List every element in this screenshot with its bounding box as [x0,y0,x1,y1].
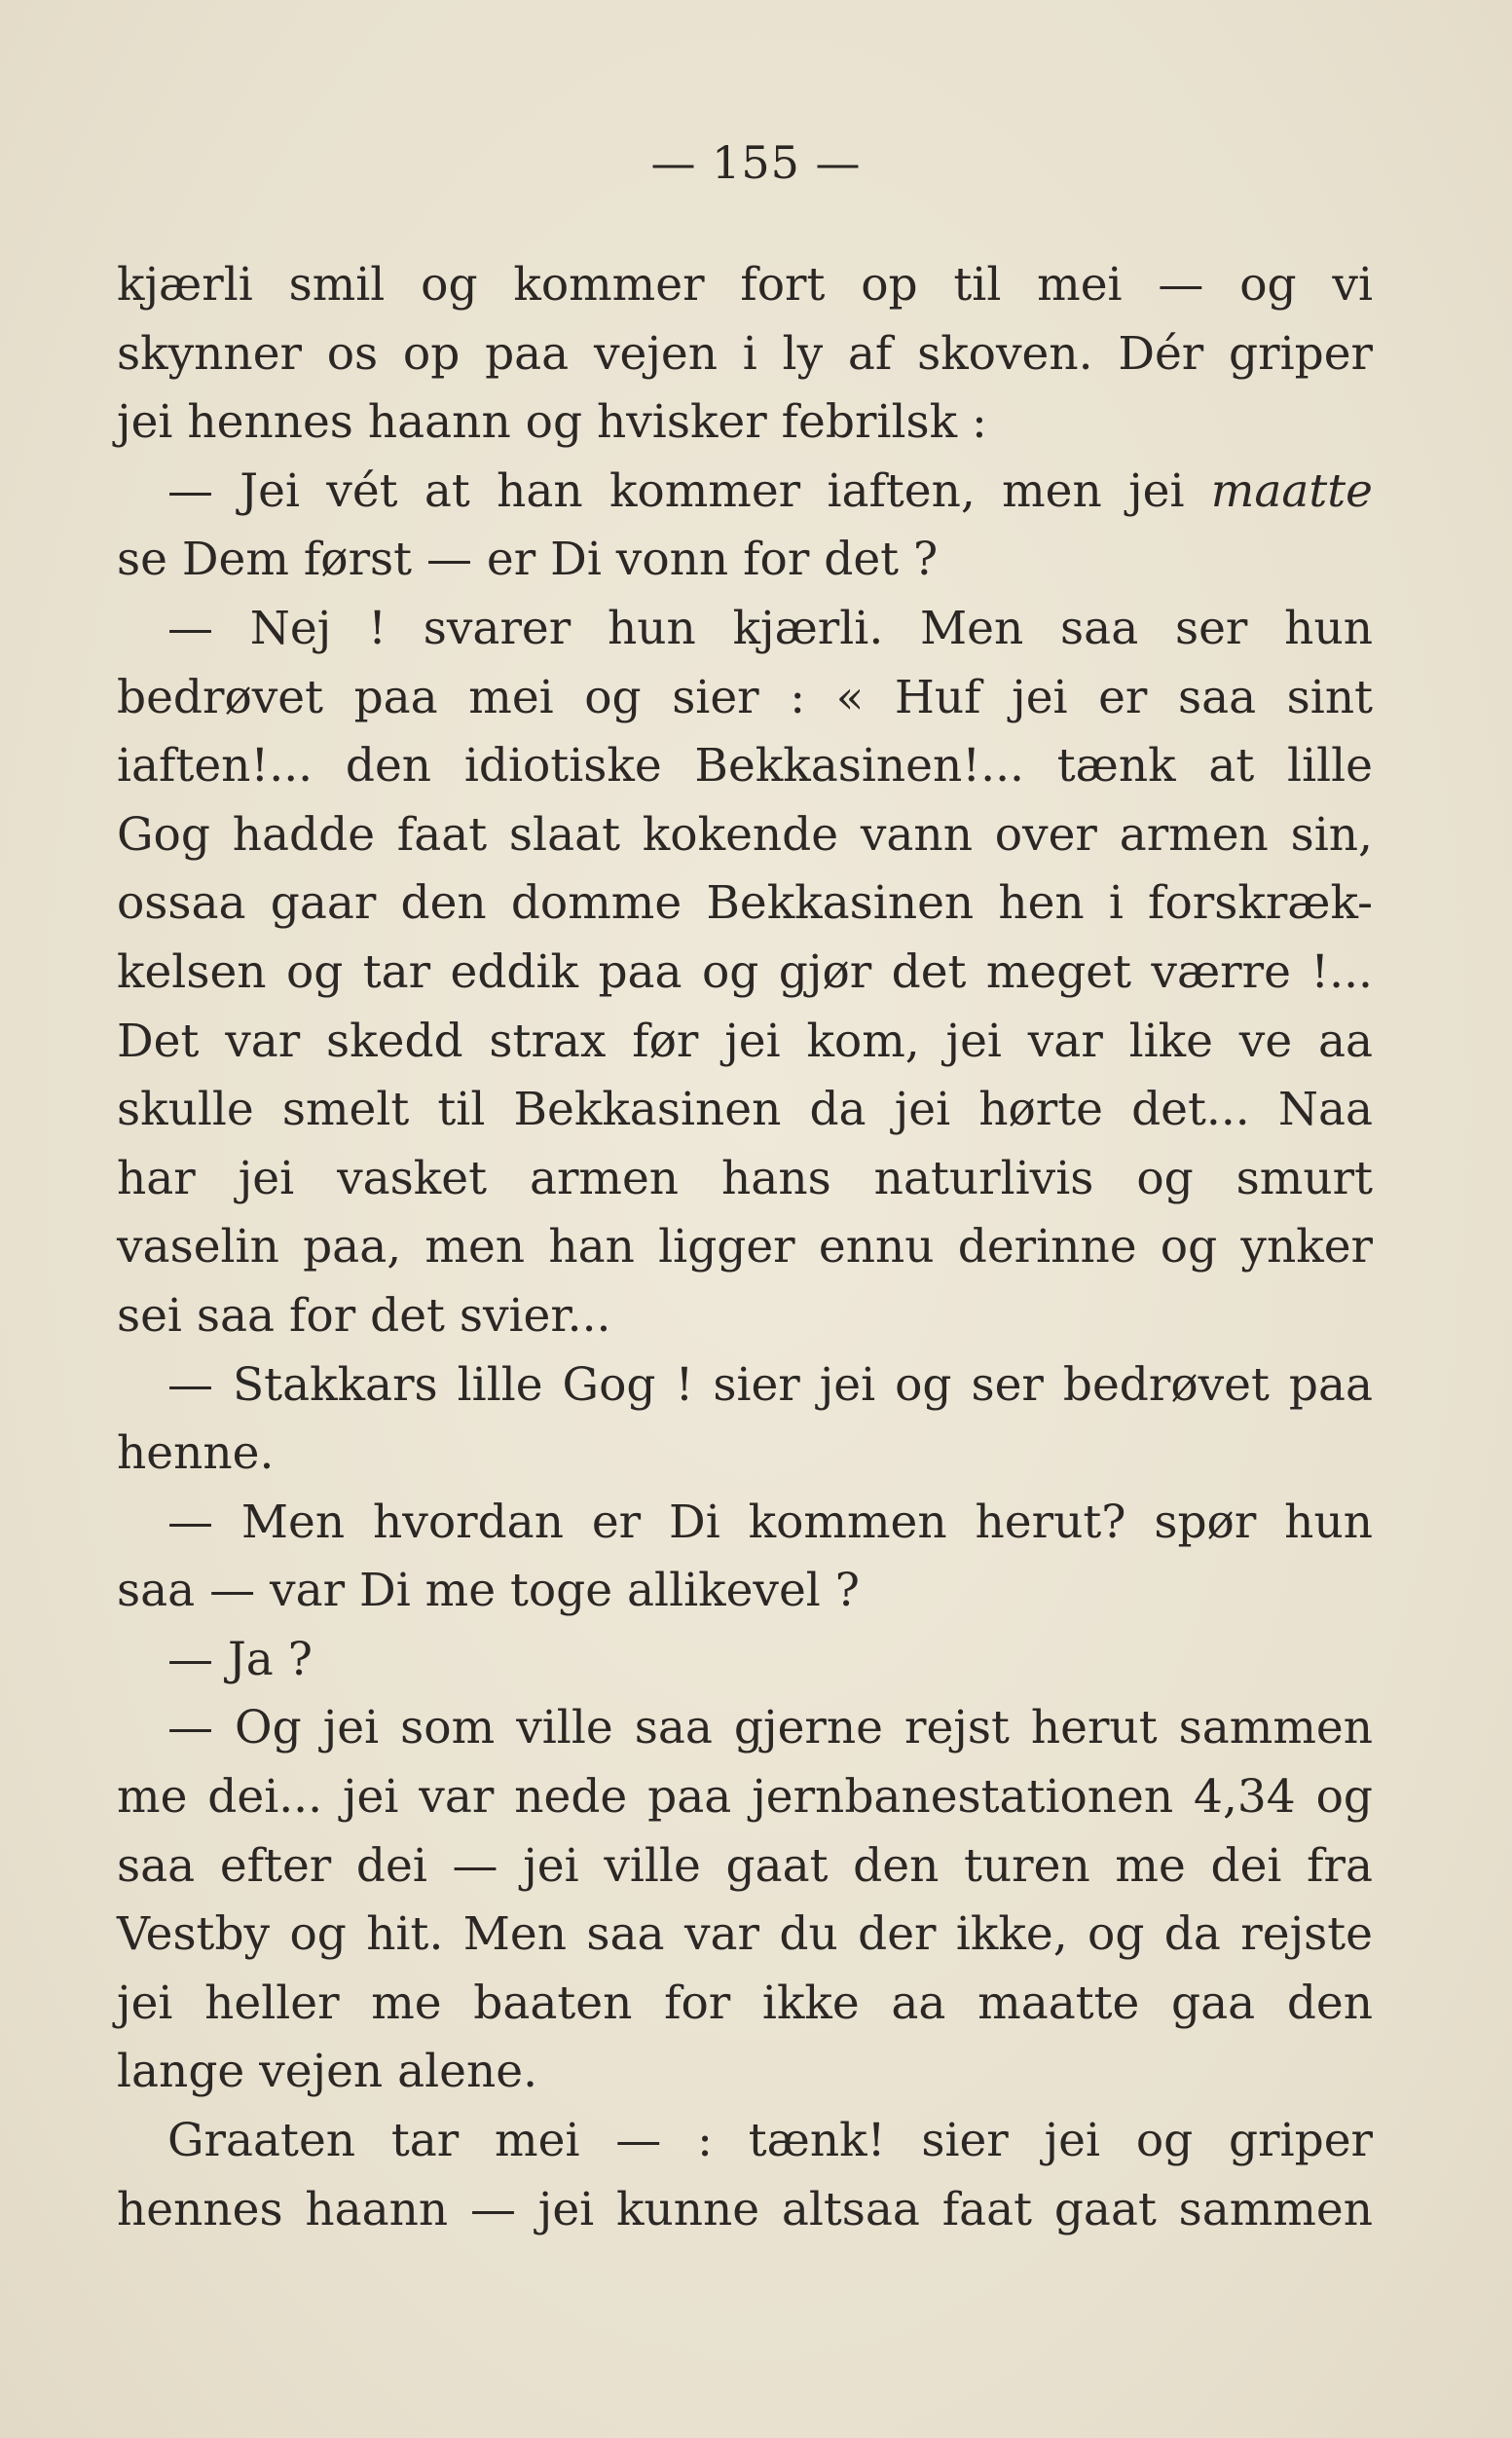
text-line: skynner os op paa vejen i ly af skoven. Dér griper [117,326,1373,381]
page-number: — 155 — [650,136,862,189]
text-line: henne. [117,1426,275,1481]
italic-word: maatte [1210,463,1373,518]
text-line: vaselin paa, men han ligger ennu derinne og ynker [117,1220,1373,1274]
text-line: me dei... jei var nede paa jernbanestationen 4,34 og [117,1770,1373,1825]
body-text [117,251,1373,2244]
text-line: — Men hvordan er Di kommen herut? spør hun [167,1495,1373,1549]
text-segment: — Jei vét at han kommer iaften, men jei [167,463,1211,518]
text-line: jei heller me baaten for ikke aa maatte gaa den [117,1976,1373,2030]
text-line: — Stakkars lille Gog ! sier jei og ser bedrøvet paa [167,1357,1373,1412]
text-line: Graaten tar mei — : tænk! sier jei og griper [167,2114,1373,2168]
text-line: — Og jei som ville saa gjerne rejst herut sammen [167,1701,1373,1755]
text-line: Vestby og hit. Men saa var du der ikke, og da rejste [117,1907,1373,1962]
text-line: lange vejen alene. [117,2045,538,2099]
text-line: — Nej ! svarer hun kjærli. Men saa ser hun [167,601,1373,655]
text-line: se Dem først — er Di vonn for det ? [117,533,939,587]
text-line: skulle smelt til Bekkasinen da jei hørte det... Naa [117,1083,1373,1137]
text-line: iaften!... den idiotiske Bekkasinen!... tænk at lille [117,739,1373,794]
text-line [117,458,1373,527]
text-line: saa — var Di me toge allikevel ? [117,1564,860,1618]
text-line: ossaa gaar den domme Bekkasinen hen i forskræk- [117,876,1373,931]
text-line: jei hennes haann og hvisker febrilsk : [117,395,987,450]
text-line: Det var skedd strax før jei kom, jei var like ve aa [117,1014,1373,1068]
text-line: kjærli smil og kommer fort op til mei — og vi [117,258,1373,312]
text-line: sei saa for det svier... [117,1288,611,1343]
text-line: hennes haann — jei kunne altsaa faat gaat sammen [117,2182,1373,2236]
text-line: — Ja ? [167,1632,313,1686]
text-line: har jei vasket armen hans naturlivis og smurt [117,1151,1373,1205]
text-line: Gog hadde faat slaat kokende vann over armen sin, [117,807,1373,862]
text-line: saa efter dei — jei ville gaat den turen me dei fra [117,1838,1373,1893]
text-line: kelsen og tar eddik paa og gjør det meget værre !... [117,944,1373,999]
text-line: bedrøvet paa mei og sier : « Huf jei er saa sint [117,670,1373,724]
